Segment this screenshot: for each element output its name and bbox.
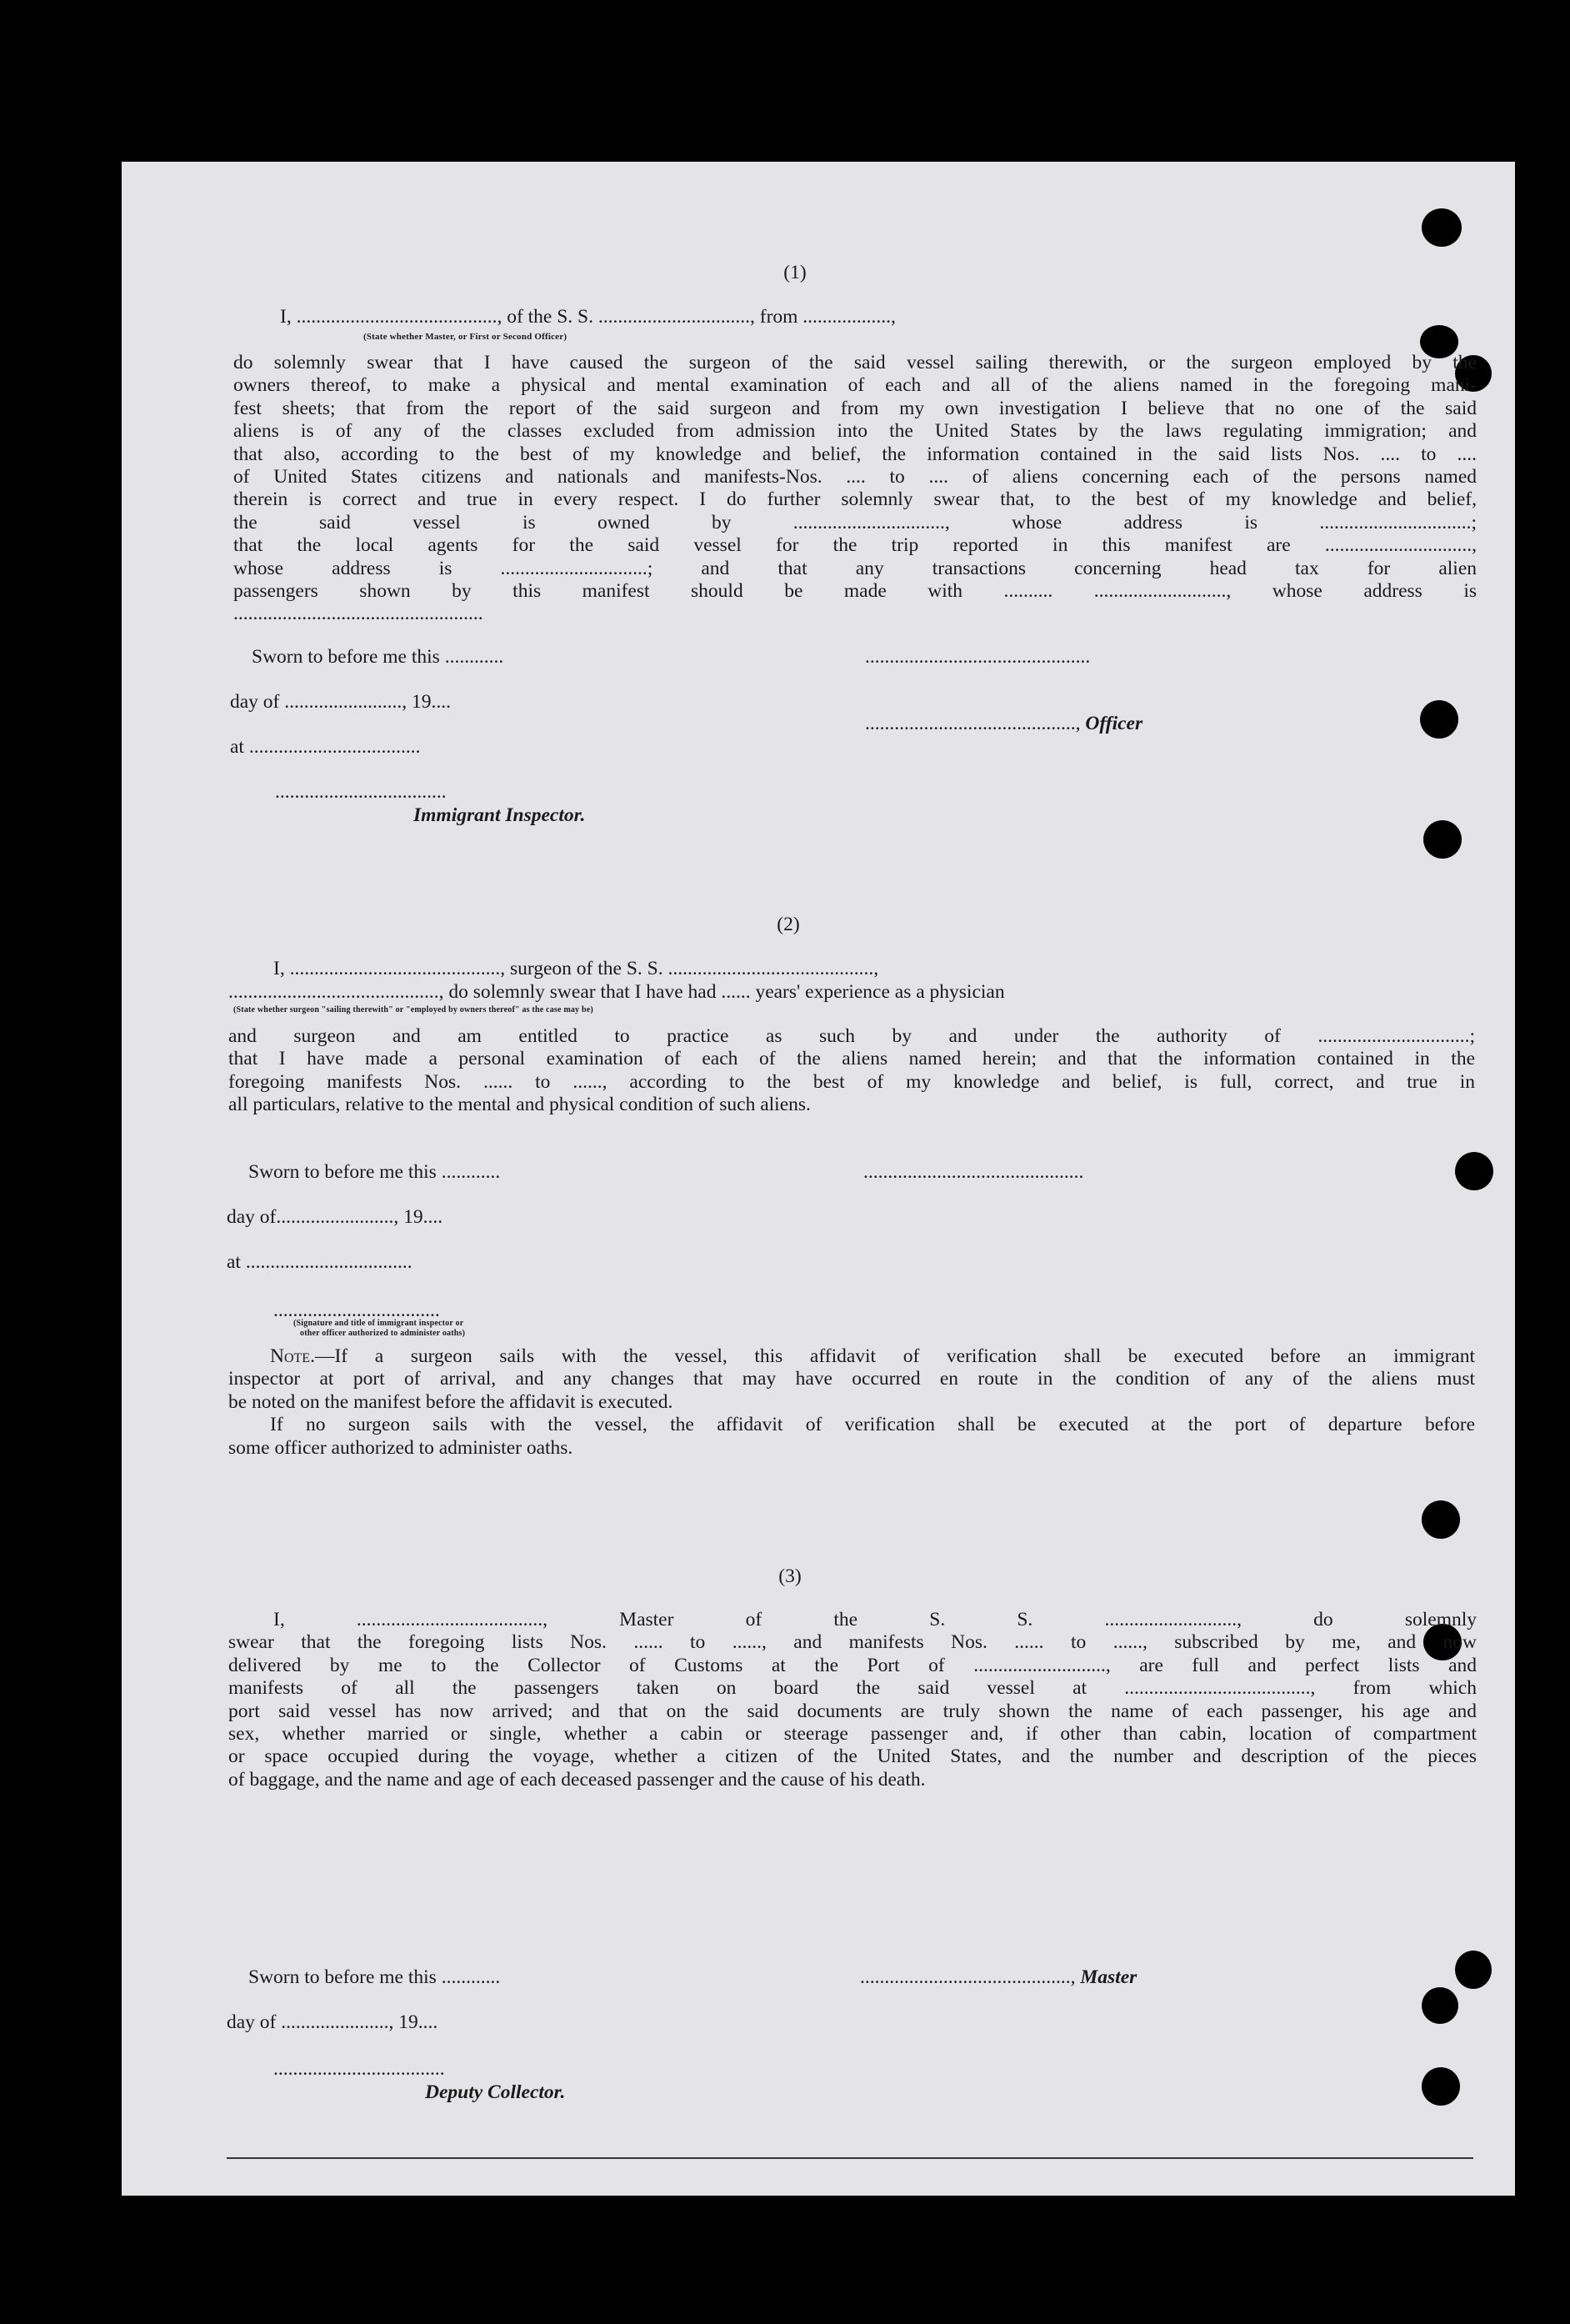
section-2-note-paragraph: Note.—If a surgeon sails with the vessel, this affidavit of verification shall be executed before an immigrant inspector at port of arrival, and any changes that may have occurred en route in the condition of any of the aliens must be noted on the manifest before the affidavit is executed. If no surgeon sails with the vessel, the affidavit of verification shall be executed at the port of departure before some officer authorized to administer oaths. xyxy=(228,1345,1475,1459)
section-3-number: (3) xyxy=(778,1565,802,1587)
section-3-master-line: ..........................................., Master xyxy=(860,1966,1138,1988)
section-2-day-line: day of........................, 19.... xyxy=(227,1206,443,1228)
section-3-sworn-line: Sworn to before me this ............ xyxy=(248,1966,501,1988)
section-2-sworn-line: Sworn to before me this ............ xyxy=(248,1161,501,1183)
section-2-officer-dots: .................................. xyxy=(273,1300,440,1321)
section-1-day-line: day of ........................, 19.... xyxy=(230,691,452,713)
punch-hole xyxy=(1455,1951,1492,1989)
punch-hole xyxy=(1422,1500,1460,1539)
section-1-number: (1) xyxy=(783,262,807,283)
punch-hole xyxy=(1422,208,1462,247)
section-2-intro-note: (State whether surgeon "sailing therewith" or "employed by owners thereof" as the case may be) xyxy=(233,1005,593,1014)
punch-hole xyxy=(1422,1987,1458,2024)
section-2-oath-paragraph: and surgeon and am entitled to practice as such by and under the authority of ...............................; that I have made a personal examination of each of the aliens named herein; and that the information contained in the foregoing manifests Nos. ...... to ......, according to the best of my knowledge and belief, is full, correct, and true in all particulars, relative to the mental and physical condition of such aliens. xyxy=(228,1025,1475,1116)
section-1-intro-note: (State whether Master, or First or Second Officer) xyxy=(363,332,568,342)
section-2-number: (2) xyxy=(777,914,800,935)
section-2-intro-line-2: ..........................................., do solemnly swear that I have had ...... years' experience as a physician xyxy=(228,981,1005,1003)
punch-hole xyxy=(1423,820,1462,859)
section-1-oath-paragraph: do solemnly swear that I have caused the surgeon of the said vessel sailing therewith, or the surgeon employed by the owners thereof, to make a physical and mental examination of each and all of the aliens named in the foregoing mani- fest sheets; that from the report of the said surgeon and from my own investigation I believe that no one of the said aliens is of any of the classes excluded from admission into the United States by the laws regulating immigration; and that also, according to the best of my knowledge and belief, the information contained in the said lists Nos. .... to .... of United States citizens and nationals and manifests-Nos. .... to .... of aliens concerning each of the persons named therein is correct and true in every respect. I do further solemnly swear that, to the best of my knowledge and belief, the said vessel is owned by ..............................., whose address is ...............................; that the local agents for the said vessel for the trip reported in this manifest are .............................., whose address is ..............................; and that any transactions concerning head tax for alien passengers shown by this manifest should be made with .......... ..........................., whose address is ................................................... xyxy=(233,352,1477,625)
section-3-collector-dots: ................................... xyxy=(273,2058,445,2080)
section-1-officer-line: ..........................................., Officer xyxy=(865,713,1143,734)
section-1-intro-line: I, ........................................., of the S. S. ..............................., from .................., xyxy=(280,306,896,328)
manifest-page xyxy=(122,162,1515,2196)
section-1-signature-dots: .............................................. xyxy=(865,646,1091,668)
punch-hole xyxy=(1422,2067,1460,2106)
section-2-signature-dots: ............................................. xyxy=(863,1161,1084,1183)
section-2-officer-note-1: (Signature and title of immigrant inspector or xyxy=(293,1319,464,1328)
section-2-at-line: at .................................. xyxy=(227,1251,412,1273)
bottom-rule xyxy=(227,2157,1473,2159)
section-3-collector-label: Deputy Collector. xyxy=(425,2081,566,2103)
section-3-day-line: day of ......................, 19.... xyxy=(227,2011,438,2033)
punch-hole xyxy=(1420,700,1458,739)
section-2-officer-note-2: other officer authorized to administer oaths) xyxy=(300,1329,466,1338)
punch-hole xyxy=(1455,1152,1493,1190)
section-3-oath-paragraph: I, ......................................, Master of the S. S. ..........................., do solemnly swear that the foregoing lists Nos. ...... to ......, and manifests Nos. ...... to ......, subscribed by me, and now delivered by me to the Collector of Customs at the Port of ..........................., are full and perfect lists and manifests of all the passengers taken on board the said vessel at ......................................, from which port said vessel has now arrived; and that on the said documents are truly shown the name of each passenger, his age and sex, whether married or single, whether a cabin or steerage passenger and, if other than cabin, location of compartment or space occupied during the voyage, whether a citizen of the United States, and the number and description of the pieces of baggage, and the name and age of each deceased passenger and the cause of his death. xyxy=(228,1609,1477,1791)
section-1-inspector-label: Immigrant Inspector. xyxy=(413,804,586,826)
section-1-inspector-dots: ................................... xyxy=(275,781,447,803)
section-1-at-line: at ................................... xyxy=(230,736,421,758)
section-1-sworn-line: Sworn to before me this ............ xyxy=(252,646,504,668)
section-2-intro-line-1: I, ..........................................., surgeon of the S. S. .........................................., xyxy=(273,958,879,979)
